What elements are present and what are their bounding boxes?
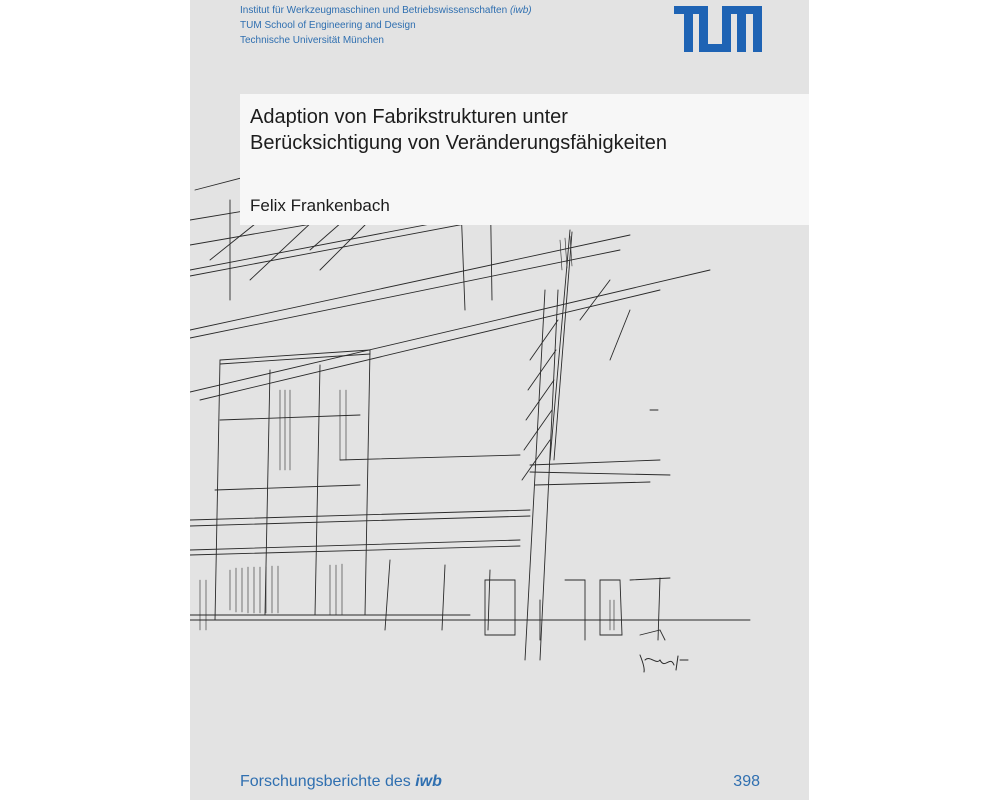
title-line-1: Adaption von Fabrikstrukturen unter (250, 106, 568, 128)
volume-number: 398 (733, 773, 760, 790)
institute-header (240, 3, 532, 48)
cover-title (250, 104, 667, 156)
institute-name: Institut für Werkzeugmaschinen und Betriebswissenschaften (240, 5, 508, 16)
factory-sketch-illustration (190, 160, 809, 680)
title-line-2: Berücksichtigung von Veränderungsfähigkeiten (250, 132, 667, 154)
school-name: TUM School of Engineering and Design (240, 20, 416, 31)
tum-logo (674, 6, 762, 52)
institute-name-line (240, 3, 532, 18)
book-cover (190, 0, 809, 800)
artist-signature (640, 655, 688, 672)
series-prefix: Forschungsberichte des (240, 773, 411, 790)
institute-abbreviation: (iwb) (509, 5, 532, 16)
author-name: Felix Frankenbach (250, 196, 390, 215)
series-name (240, 773, 442, 791)
title-band (240, 94, 809, 225)
university-name: Technische Universität München (240, 35, 384, 46)
series-abbreviation: iwb (415, 773, 442, 790)
